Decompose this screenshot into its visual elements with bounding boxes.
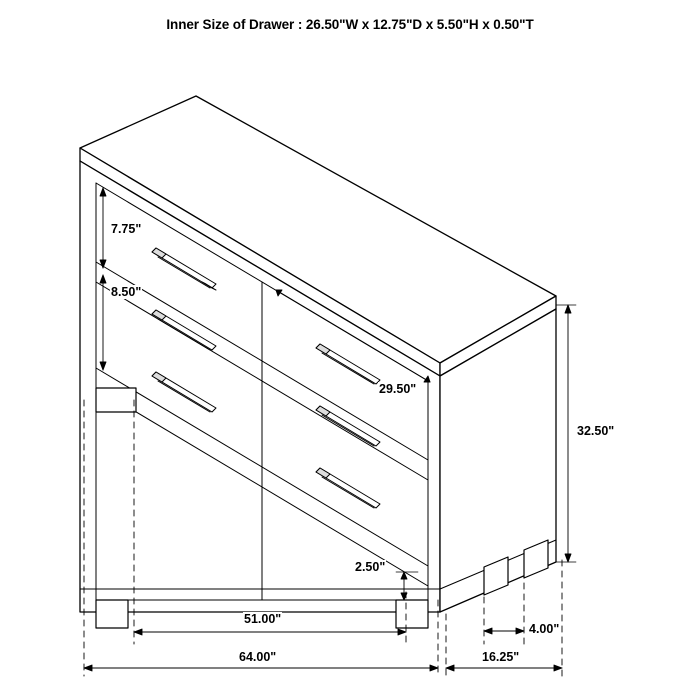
page-title: Inner Size of Drawer : 26.50"W x 12.75"D x 5.50"H x 0.50"T [166,17,534,32]
dimension-label-overall-width: 64.00" [239,650,277,664]
dimension-label-drawer-top-height: 7.75" [111,222,142,236]
dimension-label-overall-height: 32.50" [577,424,615,438]
cabinet-body [80,96,556,612]
dimension-label-overall-depth: 16.25" [482,650,520,664]
dimension-label-drawer-mid-height: 8.50" [111,285,142,299]
dimension-label-foot-depth: 4.00" [529,622,560,636]
dimension-label-inner-width: 51.00" [244,612,282,626]
dimension-label-base-clearance: 2.50" [355,560,386,574]
dimension-label-drawer-front-width: 29.50" [379,382,417,396]
